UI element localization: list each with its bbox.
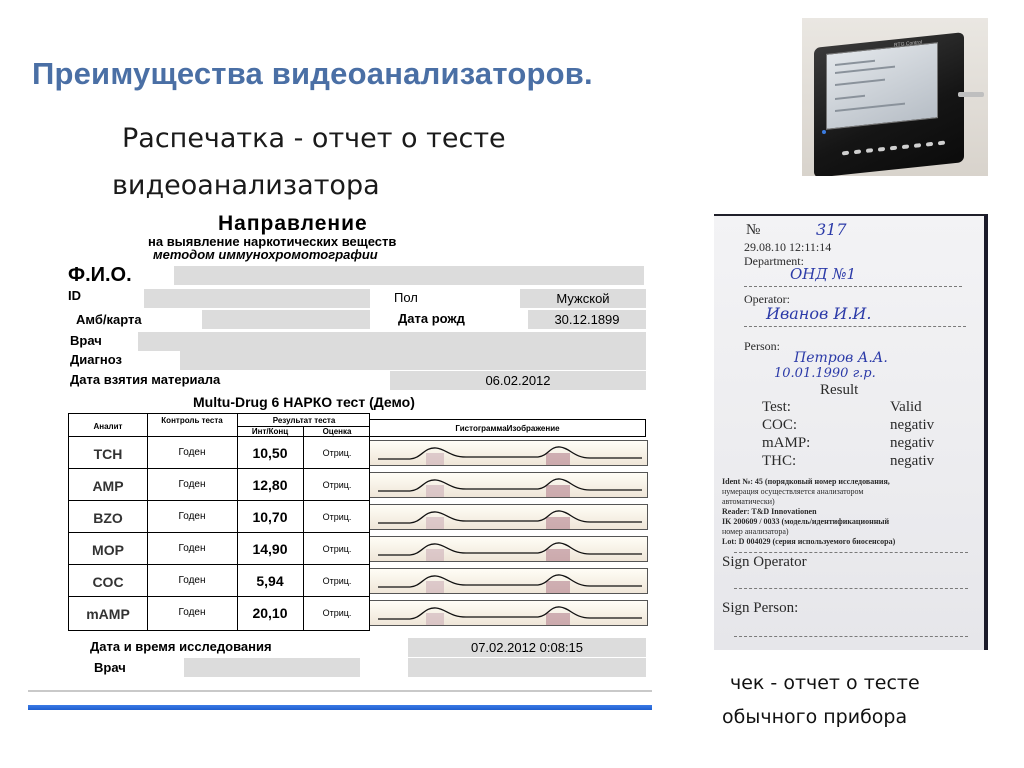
- slide-subtitle-line1: Распечатка - отчет о тесте: [122, 123, 506, 154]
- histogram-strip: [370, 600, 648, 626]
- analyte-name: COC: [92, 574, 124, 590]
- analyte-name: AMP: [92, 478, 124, 494]
- id-field: [144, 289, 370, 308]
- report-subtitle2: методом иммунохромотографии: [153, 247, 378, 262]
- device-stylus: [958, 92, 984, 97]
- result-value: 20,10: [252, 605, 288, 621]
- power-led-icon: [822, 130, 826, 134]
- report-form: [28, 208, 652, 710]
- receipt-ident3: автоматически): [722, 497, 775, 506]
- receipt-line-name: mAMP:: [762, 435, 811, 451]
- result-rating: Отриц.: [322, 576, 352, 586]
- result-value: 10,70: [252, 509, 288, 525]
- histogram-strip: [370, 472, 648, 498]
- receipt-ik2: номер анализатора): [722, 527, 789, 536]
- sample-date-field: 06.02.2012: [390, 371, 646, 390]
- receipt-photo: [714, 214, 988, 650]
- receipt-line-value: negativ: [890, 417, 935, 433]
- result-rating: Отриц.: [322, 480, 352, 490]
- control-status: Годен: [178, 607, 206, 618]
- result-header: Результат теста: [272, 416, 336, 425]
- sex-field: Мужской: [520, 289, 646, 308]
- report-title: Направление: [218, 212, 368, 235]
- receipt-person-dob: 10.01.1990 г.р.: [774, 366, 876, 381]
- receipt-department-value: ОНД №1: [790, 265, 857, 283]
- birth-field: 30.12.1899: [528, 310, 646, 329]
- result-value: 12,80: [252, 477, 288, 493]
- receipt-line-name: THC:: [762, 453, 797, 469]
- receipt-department-label: Department:: [744, 254, 804, 268]
- device-brand: RTG Control: [894, 39, 922, 49]
- result-rating: Отриц.: [322, 448, 352, 458]
- sex-label: Пол: [394, 290, 418, 305]
- id-label: ID: [68, 288, 81, 303]
- window-edge: [28, 690, 652, 692]
- receipt-line-value: negativ: [890, 453, 935, 469]
- receipt-operator-value: Иванов И.И.: [766, 304, 872, 323]
- analyte-name: BZO: [93, 510, 123, 526]
- receipt-sign-person: Sign Person:: [722, 600, 799, 616]
- receipt-reader: Reader: T&D Innovationen: [722, 507, 817, 516]
- histogram-strip: [370, 504, 648, 530]
- fio-label: Ф.И.О.: [68, 264, 132, 286]
- receipt-lot: Lot: D 004029 (серия используемого биосенсора): [722, 537, 896, 546]
- report-subtitle1: на выявление наркотических веществ: [148, 234, 397, 249]
- control-header: Контроль теста: [161, 416, 223, 425]
- receipt-sign-operator: Sign Operator: [722, 554, 807, 570]
- intensity-header: Инт/Конц: [251, 427, 289, 436]
- histogram-strip: [370, 568, 648, 594]
- receipt-no-label: №: [746, 222, 761, 238]
- result-value: 14,90: [252, 541, 288, 557]
- fio-field: [174, 266, 644, 285]
- receipt-result-label: Result: [820, 382, 859, 398]
- study-datetime-label: Дата и время исследования: [90, 639, 272, 654]
- receipt-person-label: Person:: [744, 339, 780, 353]
- sample-date-label: Дата взятия материала: [70, 372, 221, 387]
- histogram-header: ГистограммаИзображение: [370, 419, 646, 437]
- caption-line1: чек - отчет о тесте: [730, 672, 920, 694]
- receipt-ident2: нумерация осуществляется анализатором: [722, 487, 864, 496]
- rating-header: Оценка: [322, 427, 352, 436]
- signature-field: [408, 658, 646, 677]
- result-rating: Отриц.: [322, 608, 352, 618]
- analyte-name: TCH: [93, 446, 123, 462]
- control-status: Годен: [178, 575, 206, 586]
- result-value: 10,50: [252, 445, 288, 461]
- slide-title: Преимущества видеоанализаторов.: [32, 56, 593, 91]
- control-status: Годен: [178, 543, 206, 554]
- card-field: [202, 310, 370, 329]
- control-status: Годен: [178, 511, 206, 522]
- doctor-label: Врач: [70, 333, 102, 348]
- analyte-header: Аналит: [93, 422, 123, 431]
- taskbar: [28, 705, 652, 710]
- device-photo: [802, 18, 988, 176]
- device-screen: [826, 39, 938, 130]
- doctor2-label: Врач: [94, 660, 126, 675]
- receipt-line-value: Valid: [890, 399, 922, 415]
- analyte-name: mAMP: [86, 606, 130, 622]
- histogram-strip: [370, 440, 648, 466]
- doctor-field: [138, 332, 646, 351]
- slide-subtitle-line2: видеоанализатора: [112, 170, 380, 201]
- receipt-line-name: COC:: [762, 417, 798, 433]
- result-rating: Отриц.: [322, 512, 352, 522]
- card-label: Амб/карта: [76, 312, 142, 327]
- receipt-no-value: 317: [816, 220, 847, 239]
- doctor2-field: [184, 658, 360, 677]
- receipt-datetime: 29.08.10 12:11:14: [744, 240, 832, 254]
- study-datetime-field: 07.02.2012 0:08:15: [408, 638, 646, 657]
- birth-label: Дата рожд: [398, 311, 465, 326]
- test-title: Multu-Drug 6 НАРКО тест (Демо): [193, 394, 415, 410]
- receipt-line-name: Test:: [762, 399, 791, 415]
- control-status: Годен: [178, 447, 206, 458]
- results-table: [68, 413, 370, 631]
- histogram-strip: [370, 536, 648, 562]
- result-rating: Отриц.: [322, 544, 352, 554]
- control-status: Годен: [178, 479, 206, 490]
- result-value: 5,94: [256, 573, 284, 589]
- receipt-ident: Ident №: 45 (порядковый номер исследования,: [722, 477, 890, 486]
- receipt-line-value: negativ: [890, 435, 935, 451]
- caption-line2: обычного прибора: [722, 706, 908, 728]
- analyte-name: MOP: [92, 542, 124, 558]
- diagnosis-field: [180, 351, 646, 370]
- receipt-operator-label: Operator:: [744, 292, 790, 306]
- receipt-ik: IK 200609 / 0033 (модель/идентификационный: [722, 517, 890, 526]
- receipt-person-value: Петров А.А.: [794, 350, 888, 366]
- diagnosis-label: Диагноз: [70, 352, 122, 367]
